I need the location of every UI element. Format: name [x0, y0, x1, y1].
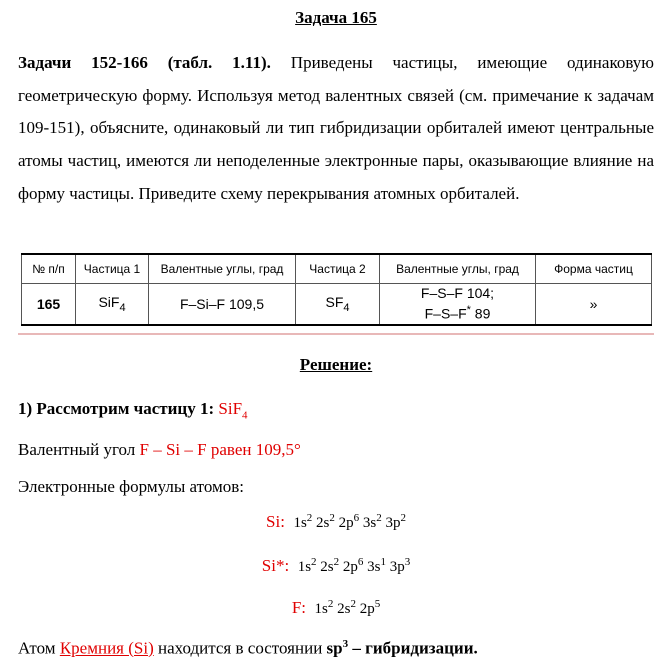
header-angles-1: Валентные углы, град	[149, 254, 296, 284]
cell-particle-1: SiF$_4$	[76, 284, 149, 326]
table-header-row	[22, 254, 652, 284]
angle-line: Валентный угол F – Si – F равен 109,5°	[18, 440, 301, 459]
header-particle-1: Частица 1	[76, 254, 149, 284]
header-number: № п/п	[22, 254, 76, 284]
problem-reference: Задачи 152-166 (табл. 1.11).	[18, 53, 271, 72]
header-angles-2: Валентные углы, град	[380, 254, 536, 284]
cell-number: 165	[22, 284, 76, 326]
cell-shape: »	[536, 284, 652, 326]
problem-text: Приведены частицы, имеющие одинаковую геометрическую форму. Используя метод валентных связей (см. примечание к задачам 109-151), объясните, одинаковый ли тип гибридизации орбиталей имеют центральные атомы частиц, имеются ли неподеленные электронные пары, оказывающие влияние на форму частицы. Приведите схему перекрывания атомных орбиталей.	[18, 53, 654, 203]
formula-f-config: $1s^2$ $2s^2$ $2p^5$	[314, 598, 381, 617]
hybridization-line: Атом Кремния (Si) находится в состоянии $sp^3$ – гибридизации.	[18, 638, 478, 658]
cell-angles-2: F–S–F 104; F–S–F* 89	[380, 284, 536, 326]
step-1-heading: 1) Рассмотрим частицу 1: SiF$_4$	[18, 399, 248, 422]
particles-table	[21, 253, 652, 326]
formula-si-star-config: $1s^2$ $2s^2$ $2p^6$ $3s^1$ $3p^3$	[297, 556, 411, 575]
cell-angles-1: F–Si–F 109,5	[149, 284, 296, 326]
problem-title: Задача 165	[295, 8, 377, 27]
cell-particle-2: $SF_4$	[296, 284, 380, 326]
formula-si: Si: $1s^2$ $2s^2$ $2p^6$ $3s^2$ $3p^2$	[266, 512, 406, 531]
table-row	[22, 284, 652, 326]
header-particle-2: Частица 2	[296, 254, 380, 284]
formula-si-star: Si*: $1s^2$ $2s^2$ $2p^6$ $3s^1$ $3p^3$	[261, 556, 411, 575]
formula-f: F: $1s^2$ $2s^2$ $2p^5$	[291, 598, 381, 617]
divider	[18, 333, 654, 335]
solution-title: Решение:	[299, 355, 373, 374]
electron-formulas-label: Электронные формулы атомов:	[18, 477, 245, 496]
problem-statement	[18, 47, 654, 211]
formula-si-config: $1s^2$ $2s^2$ $2p^6$ $3s^2$ $3p^2$	[293, 512, 406, 531]
header-shape: Форма частиц	[536, 254, 652, 284]
